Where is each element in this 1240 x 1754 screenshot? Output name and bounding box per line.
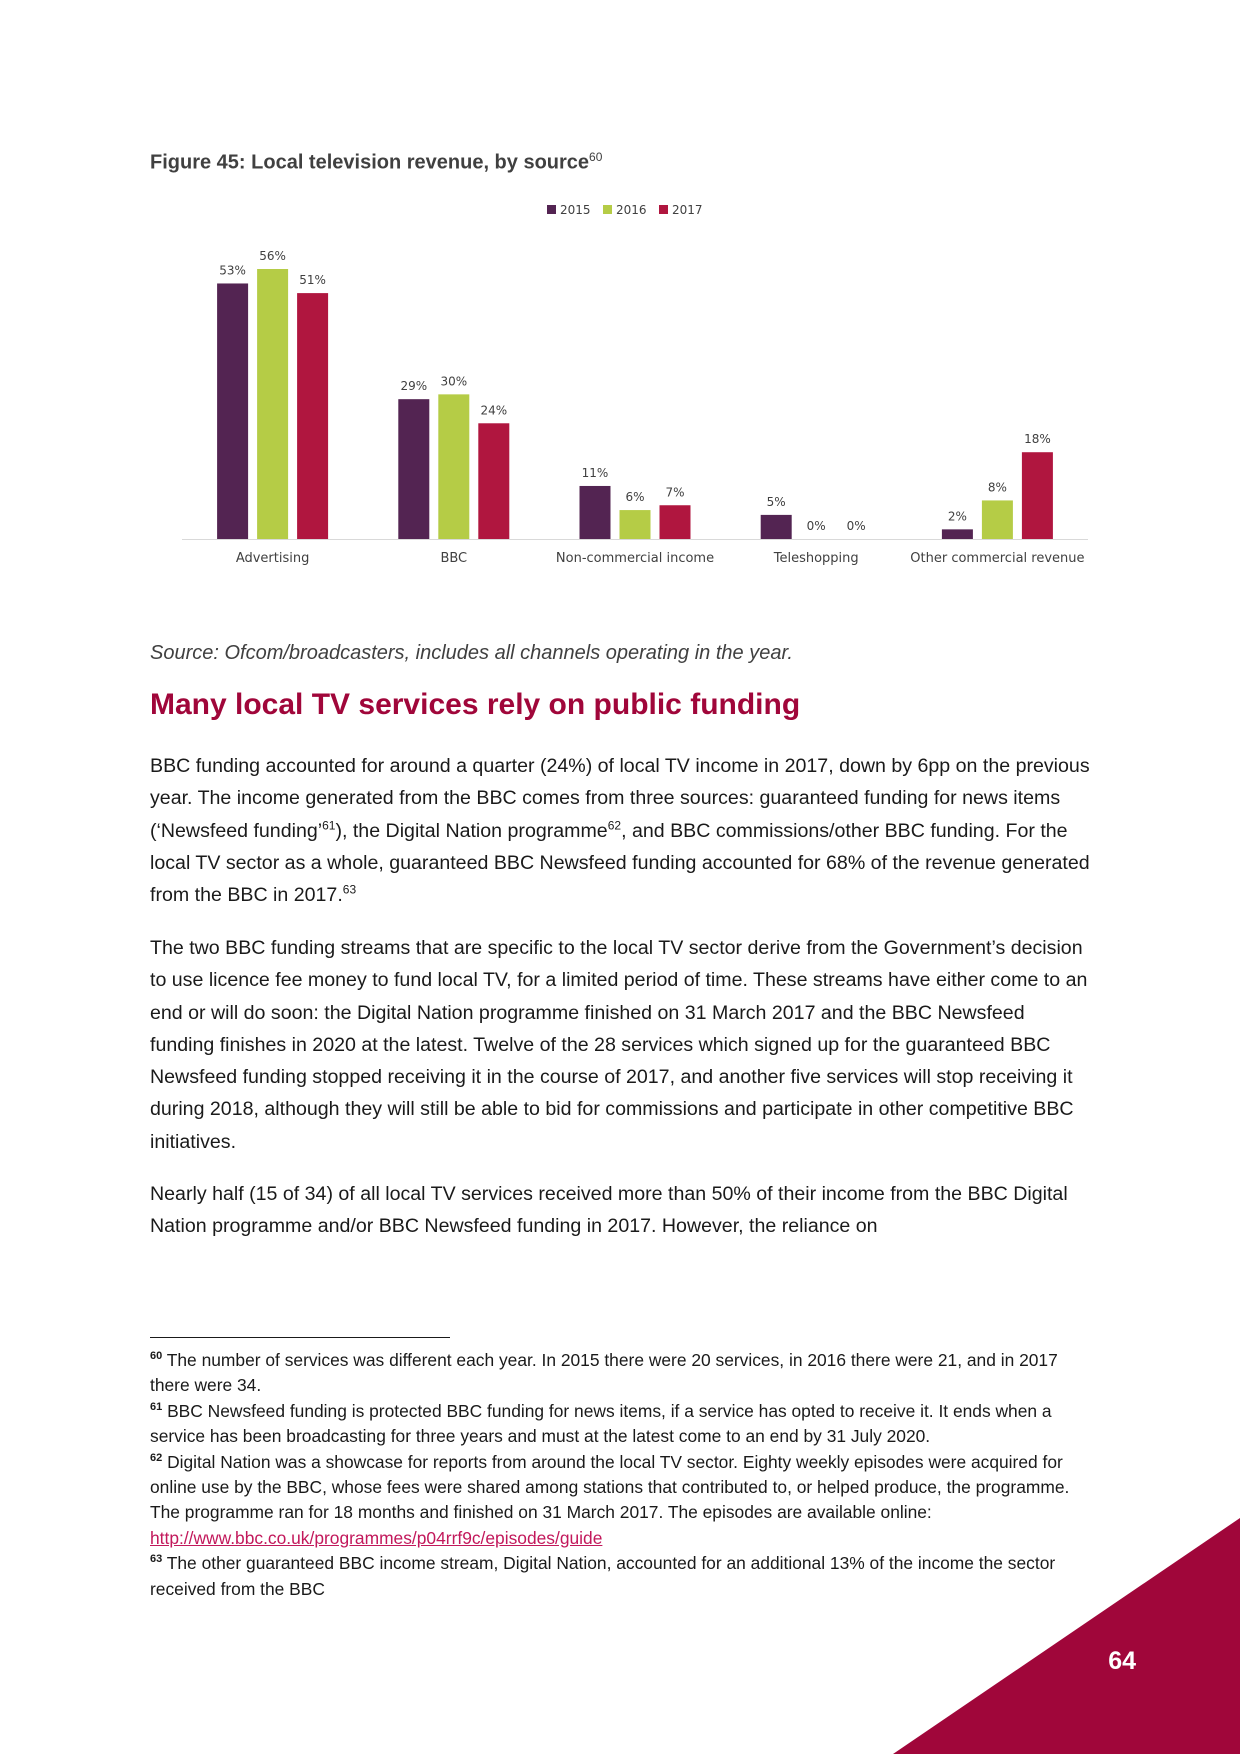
data-label-2017-1: 24% (480, 403, 508, 418)
footnote-number: 61 (150, 1401, 163, 1414)
x-tick-label-0: Advertising (235, 551, 310, 566)
footnote-number: 63 (150, 1553, 163, 1566)
legend-label-2017: 2017 (672, 203, 703, 217)
data-label-2017-4: 18% (1024, 432, 1051, 447)
paragraph-3: Nearly half (15 of 34) of all local TV services received more than 50% of their income from the BBC Digital Nation programme and/or BBC Newsfeed funding in 2017. However, the reliance on (150, 1183, 1068, 1238)
episodes-guide-link[interactable]: http://www.bbc.co.uk/programmes/p04rrf9c/episodes/guide (150, 1527, 603, 1548)
x-tick-label-1: BBC (440, 551, 468, 566)
legend-label-2015: 2015 (560, 203, 591, 217)
footnote-text: The other guaranteed BBC income stream, Digital Nation, accounted for an additional 13% of the income the sector received from the BBC (150, 1553, 1056, 1599)
data-label-2016-4: 8% (987, 480, 1007, 495)
paragraph-2: The two BBC funding streams that are specific to the local TV sector derive from the Government’s decision to use licence fee money to fund local TV, for a limited period of time. These streams have either come to an end or will do soon: the Digital Nation programme finished on 31 March 2017 and the BBC Newsfeed funding finishes in 2020 at the latest. Twelve of the 28 services which signed up for the guaranteed BBC Newsfeed funding stopped receiving it in the course of 2017, and another five services will stop receiving it during 2018, although they will still be able to bid for commissions and participate in other competitive BBC initiatives. (150, 937, 1088, 1153)
paragraph-1-text-b: ), the Digital Nation programme (335, 819, 608, 842)
footnote-ref-62[interactable]: 62 (607, 818, 622, 833)
data-label-2016-3: 0% (806, 519, 826, 533)
data-label-2015-4: 2% (947, 509, 967, 524)
footnote-ref-61[interactable]: 61 (322, 818, 336, 833)
footnote-ref-63[interactable]: 63 (342, 882, 357, 897)
footnote-text: The number of services was different each year. In 2015 there were 20 services, in 2016 there were 21, and in 2017 there were 34. (150, 1350, 1058, 1396)
figure-title-footnote-ref[interactable]: 60 (589, 150, 603, 164)
footnote-text: Digital Nation was a showcase for reports from around the local TV sector. Eighty weekly episodes were acquired for online use by the BBC, whose fees were shared among stations that contributed to, or helped produce, the programme. The programme ran for 18 months and finished on 31 March 2017. The episodes are available online: (150, 1451, 1070, 1523)
x-tick-label-3: Teleshopping (773, 551, 859, 566)
footnote-number: 60 (150, 1350, 163, 1363)
data-label-2017-3: 0% (846, 519, 866, 533)
data-label-2017-0: 51% (299, 273, 326, 288)
source-note: Source: Ofcom/broadcasters, includes all channels operating in the year. (150, 642, 793, 664)
x-tick-label-2: Non-commercial income (555, 551, 715, 566)
paragraph-1-text-c: , and BBC commissions/other BBC funding. For the local TV sector as a whole, guaranteed BBC Newsfeed funding accounted for 68% of the revenue generated from the BBC in 2017. (150, 819, 1090, 907)
data-label-2016-1: 30% (440, 374, 468, 389)
data-label-2017-2: 7% (665, 485, 685, 500)
footnote-text: BBC Newsfeed funding is protected BBC funding for news items, if a service has opted to receive it. It ends when a service has been broadcasting for three years and must at the latest come to an end by 31 July 2020. (150, 1400, 1052, 1447)
paragraph-1-text-a: BBC funding accounted for around a quarter (24%) of local TV income in 2017, down by 6pp on the previous year. The income generated from the BBC comes from three sources: guaranteed funding for news items (‘Newsfeed funding’ (150, 755, 1090, 842)
corner-triangle (893, 1518, 1240, 1754)
figure-title-text: Figure 45: Local television revenue, by source (150, 151, 590, 174)
data-label-2016-2: 6% (625, 490, 645, 505)
data-label-2015-2: 11% (581, 465, 609, 480)
data-label-2015-3: 5% (766, 494, 786, 509)
x-tick-label-4: Other commercial revenue (910, 551, 1085, 566)
legend-label-2016: 2016 (616, 203, 647, 217)
data-label-2015-0: 53% (219, 263, 246, 278)
footnote-number: 62 (150, 1451, 163, 1464)
data-label-2016-0: 56% (259, 249, 286, 263)
section-heading: Many local TV services rely on public funding (150, 688, 801, 721)
data-label-2015-1: 29% (400, 379, 428, 394)
page-number: 64 (1108, 1647, 1136, 1675)
